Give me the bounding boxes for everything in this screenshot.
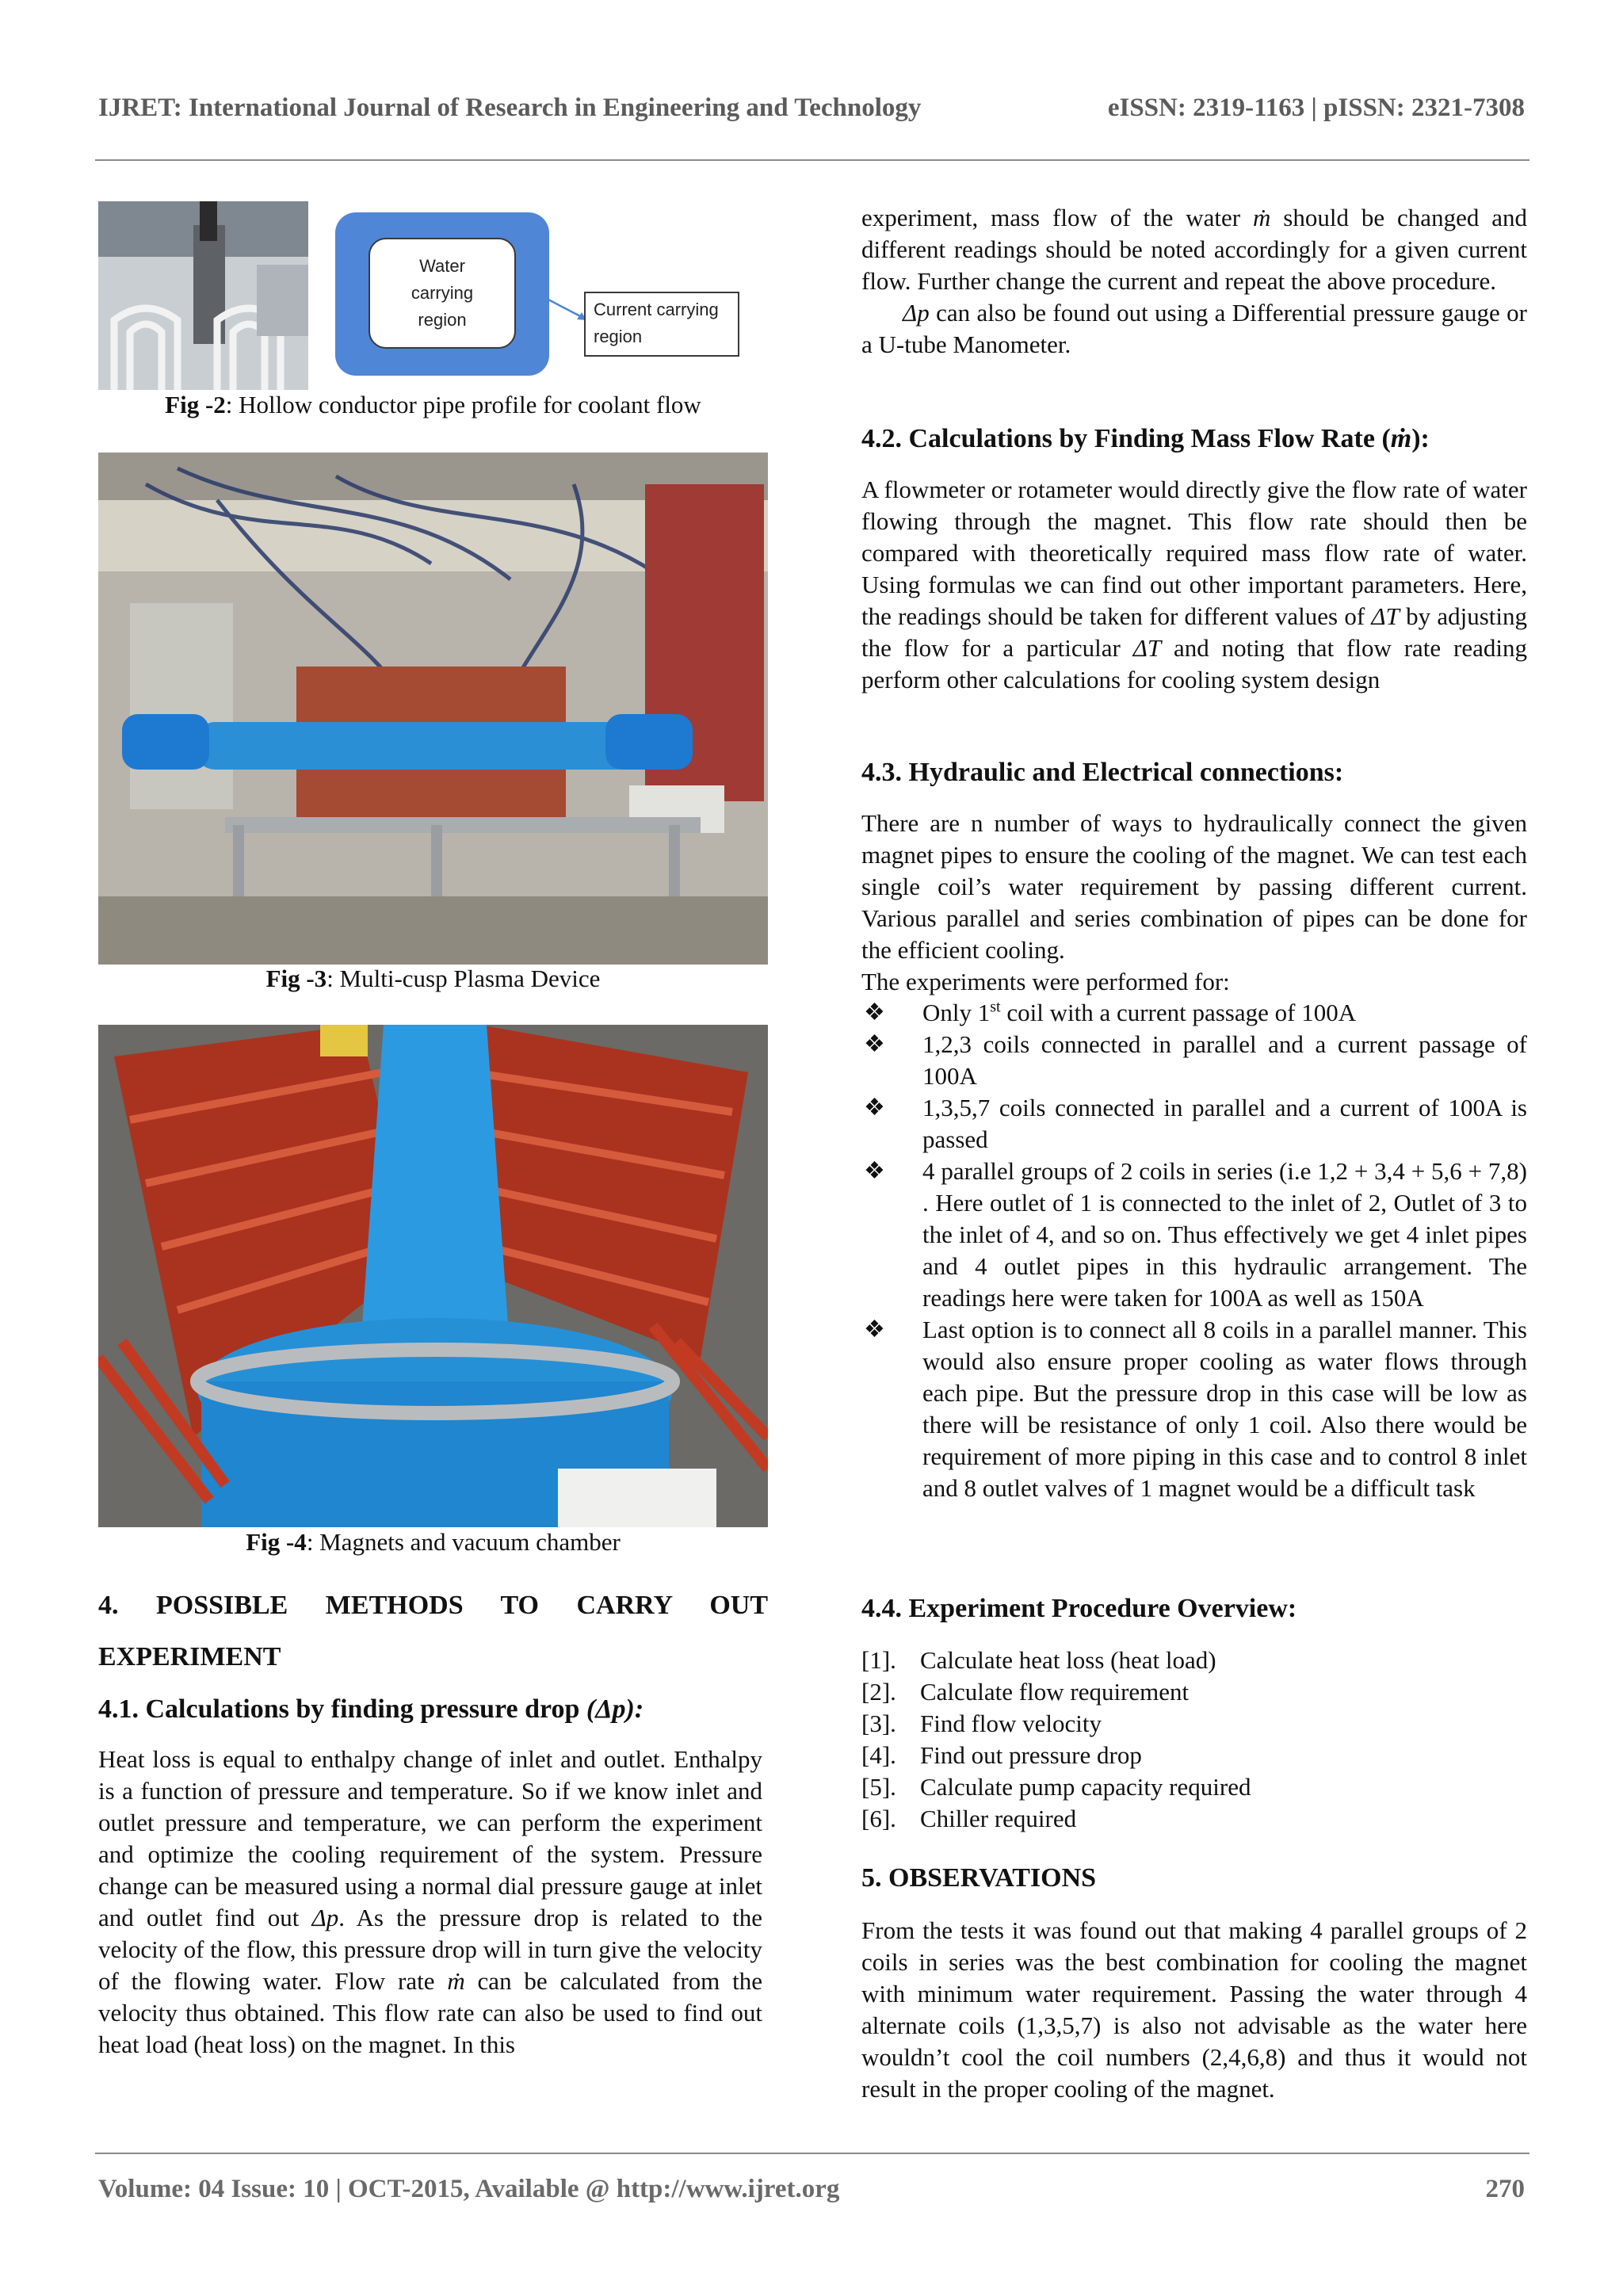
- bullet-icon: ❖: [864, 1316, 885, 1343]
- section4-heading-line2: EXPERIMENT: [98, 1642, 281, 1671]
- s41-continuation: experiment, mass flow of the water ṁ should be changed and different readings should be noted accordingly for a given current flow. Further change the current and repeat the above procedure. Δp can also be found out using a Differential pressure gauge or a U-tube Manometer.: [861, 204, 1527, 358]
- s44-heading: 4.4. Experiment Procedure Overview:: [861, 1594, 1297, 1623]
- s43-paragraph: There are n number of ways to hydraulically connect the given magnet pipes to ensure the cooling of the magnet. We can test each single coil’s water requirement by passing different current. Various parallel and series combination of pipes can be done for the efficient cooling. The experiments were performed for:: [861, 808, 1527, 998]
- s43-intro: The experiments were performed for:: [861, 968, 1230, 995]
- s44-procedure-list: [861, 1645, 1527, 1835]
- s5-heading: 5. OBSERVATIONS: [861, 1863, 1097, 1893]
- page-number: 270: [1485, 2175, 1525, 2203]
- s41-heading: 4.1. Calculations by finding pressure drop (Δp):: [98, 1694, 644, 1724]
- list-item: [1]. Calculate heat loss (heat load): [861, 1646, 1216, 1674]
- bullet-icon: ❖: [864, 1031, 885, 1057]
- s42-heading: 4.2. Calculations by Finding Mass Flow Rate (ṁ):: [861, 424, 1430, 453]
- bullet-icon: ❖: [864, 1095, 885, 1121]
- list-item: [2]. Calculate flow requirement: [861, 1678, 1190, 1706]
- fig4-caption: Fig -4: Magnets and vacuum chamber: [246, 1528, 621, 1556]
- list-item: ❖ Only 1st coil with a current passage of 100A: [864, 997, 1527, 1029]
- list-item: [5]. Calculate pump capacity required: [861, 1773, 1251, 1801]
- s42-paragraph: A flowmeter or rotameter would directly give the flow rate of water flowing through the magnet. This flow rate should then be compared with theoretically required mass flow rate of water. Using formulas we can find out other important parameters. Here, the readings should be taken for different values of ΔT by adjusting the flow for a particular ΔT and noting that flow rate reading perform other calculations for cooling system design: [861, 476, 1528, 693]
- fig4-photo: [98, 1025, 768, 1527]
- fig2-caption: Fig -2: Hollow conductor pipe profile for coolant flow: [165, 391, 701, 418]
- bullet-icon: ❖: [864, 1158, 885, 1184]
- list-item: [6]. Chiller required: [861, 1805, 1077, 1832]
- fig3-caption: Fig -3: Multi-cusp Plasma Device: [265, 965, 601, 992]
- footer-volume: Volume: 04 Issue: 10 | OCT-2015, Available @ http://www.ijret.org: [98, 2175, 840, 2203]
- fig2-photo: [98, 201, 308, 390]
- water-carrying-box: Water carrying region: [369, 238, 516, 349]
- list-item: ❖ Last option is to connect all 8 coils in a parallel manner. This would also ensure proper cooling as water flows through each pipe. But the pressure drop in this case will be low as there will be resistance of only 1 coil. Also there would be requirement of more piping in this case and to control 8 inlet and 8 outlet valves of 1 magnet would be a difficult task: [864, 1316, 1527, 1502]
- list-item: ❖ 4 parallel groups of 2 coils in series (i.e 1,2 + 3,4 + 5,6 + 7,8) . Here outlet of 1 is connected to the inlet of 2, Outlet of 3 to the inlet of 4, and so on. Thus effectively we get 4 inlet pipes and 4 outlet pipes in this hydraulic arrangement. The readings here were taken for 100A as well as 150A: [864, 1157, 1527, 1312]
- bullet-icon: ❖: [864, 999, 885, 1026]
- footer-rule: [95, 2153, 1529, 2154]
- water-region-outer: [335, 212, 549, 376]
- fig3-photo: [98, 453, 768, 965]
- s5-paragraph: From the tests it was found out that making 4 parallel groups of 2 coils in series was the best combination for cooling the magnet with minimum water requirement. Passing the water through 4 alternate coils (1,3,5,7) is also not advisable as the water here wouldn’t cool the coil numbers (2,4,6,8) and thus it would not result in the proper cooling of the magnet.: [861, 1916, 1527, 2103]
- header-rule: [95, 159, 1529, 161]
- s43-bullet-list: [864, 997, 1527, 1504]
- list-item: ❖ 1,3,5,7 coils connected in parallel and a current of 100A is passed: [864, 1094, 1527, 1153]
- list-item: [3]. Find flow velocity: [861, 1710, 1102, 1737]
- journal-title: IJRET: International Journal of Research in Engineering and Technology: [98, 94, 922, 122]
- current-carrying-box: Current carrying region: [584, 292, 739, 357]
- list-item: ❖ 1,2,3 coils connected in parallel and a current passage of 100A: [864, 1030, 1527, 1090]
- s41-paragraph: Heat loss is equal to enthalpy change of inlet and outlet. Enthalpy is a function of pressure and temperature. So if we know inlet and outlet pressure and temperature, we can perform the experiment and optimize the cooling requirement of the system. Pressure change can be measured using a normal dial pressure gauge at inlet and outlet find out Δp. As the pressure drop is related to the velocity of the flow, this pressure drop will in turn give the velocity of the flowing water. Flow rate ṁ can be calculated from the velocity thus obtained. This flow rate can also be used to find out heat load (heat loss) on the magnet. In this: [98, 1745, 762, 2058]
- section4-heading-line1: 4. POSSIBLE METHODS TO CARRY OUT: [98, 1591, 768, 1620]
- list-item: [4]. Find out pressure drop: [861, 1741, 1142, 1769]
- s43-heading: 4.3. Hydraulic and Electrical connections:: [861, 758, 1344, 787]
- issn-info: eISSN: 2319-1163 | pISSN: 2321-7308: [1107, 94, 1525, 122]
